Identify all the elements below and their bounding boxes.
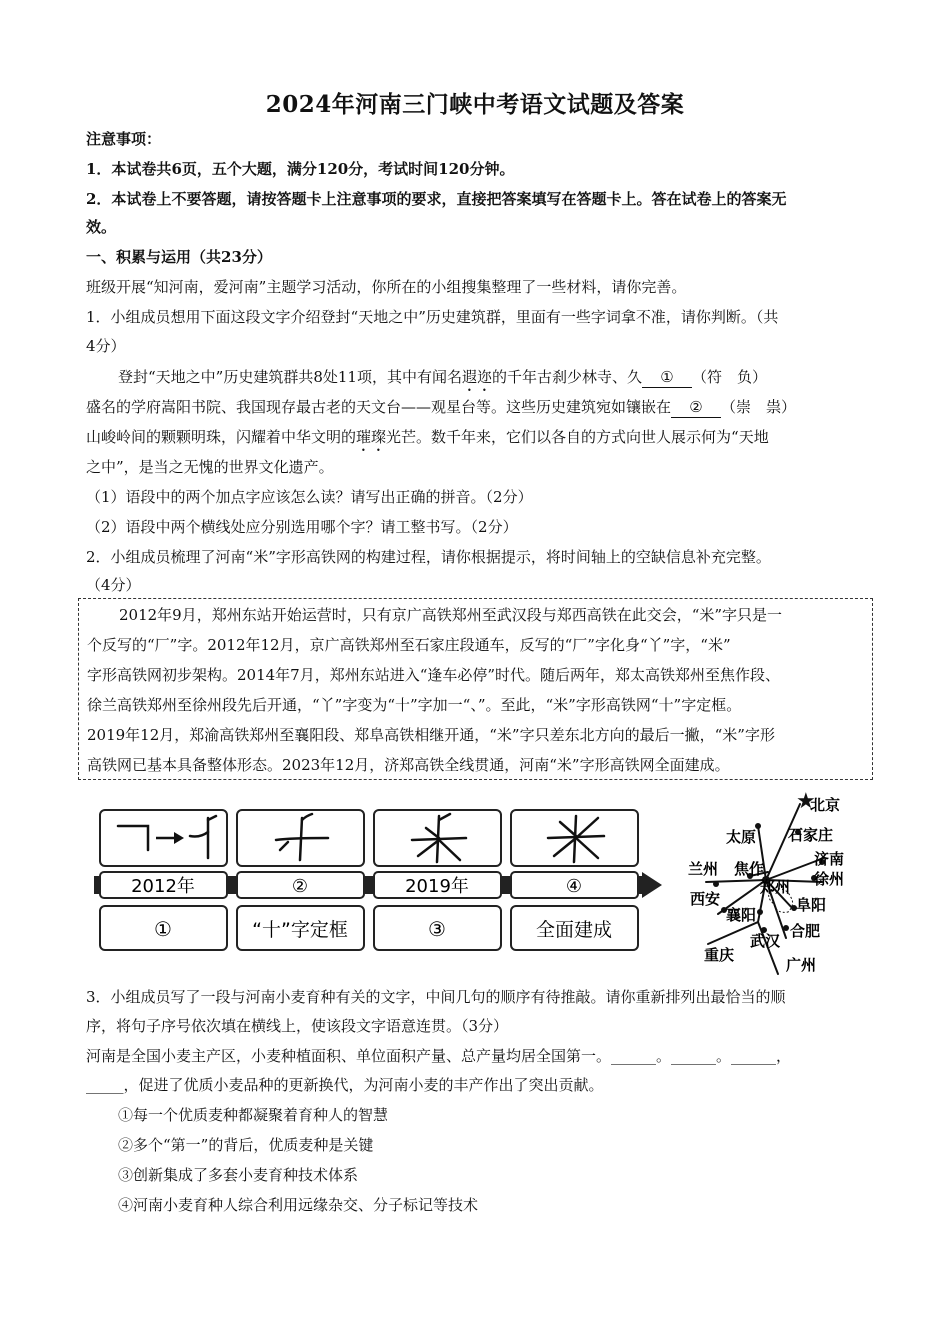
- timeline-bottom-label-3: ③: [428, 917, 446, 941]
- q2-stem-a: 2．小组成员梳理了河南“米”字形高铁网的构建过程，请你根据提示，将时间轴上的空缺信息补充完整。: [86, 548, 771, 566]
- timeline-mid-label-4: ④: [565, 876, 583, 897]
- city-chongqing: 重庆: [704, 946, 735, 964]
- q1-sub-question-2: （2）语段中两个横线处应分别选用哪个字？请工整书写。（2分）: [86, 518, 518, 536]
- timeline-mid-label-3: 2019年: [405, 876, 469, 897]
- city-jiaozuo: 焦作: [734, 860, 765, 878]
- q1-p1-mid: 的千年古刹少林寺、久: [492, 368, 643, 386]
- q3-paragraph-line-2: _____，促进了优质小麦品种的更新换代，为河南小麦的丰产作出了突出贡献。: [86, 1076, 604, 1094]
- notice-item-1: 1．本试卷共6页，五个大题，满分120分，考试时间120分钟。: [86, 160, 515, 178]
- section-1-heading: 一、积累与运用（共23分）: [86, 248, 272, 266]
- q2-box-line-3: 字形高铁网初步架构。2014年7月，郑州东站进入“逢车必停”时代。随后两年，郑太高铁郑州至焦作段、: [87, 666, 781, 684]
- q1-blank-2: ②: [671, 397, 721, 418]
- city-wuhan: 武汉: [750, 932, 781, 950]
- q1-choice-1: （符 负）: [692, 368, 768, 386]
- q1-passage-line-4: 之中”，是当之无愧的世界文化遗产。: [86, 458, 334, 476]
- timeline-bottom-label-1: ①: [154, 917, 172, 941]
- timeline-mid-label-2: ②: [291, 876, 309, 897]
- q3-stem-a: 3．小组成员写了一段与河南小麦育种有关的文字，中间几句的顺序有待推敲。请你重新排列出最恰当的顺: [86, 988, 786, 1006]
- timeline-mid-label-1: 2012年: [131, 876, 195, 897]
- railway-timeline-diagram: [90, 806, 670, 958]
- q2-box-line-5: 2019年12月，郑渝高铁郑州至襄阳段、郑阜高铁相继开通，“米”字只差东北方向的最后一撇，“米”字形: [87, 726, 775, 744]
- q1-p1-pre: 登封“天地之中”历史建筑群共8处11项，其中有闻名: [118, 368, 462, 386]
- city-shijiazhuang: 石家庄: [788, 826, 834, 844]
- q1-passage-line-3: [86, 422, 876, 455]
- timeline-bottom-label-4: 全面建成: [535, 919, 613, 941]
- q1-p3-post: 光芒。数千年来，它们以各自的方式向世人展示何为“天地: [386, 428, 769, 446]
- timeline-bottom-label-2: “十”字定框: [252, 919, 348, 941]
- q2-box-line-2: 个反写的“厂”字。2012年12月，京广高铁郑州至石家庄段通车，反写的“厂”字化身“丫”字，“米”: [87, 636, 731, 654]
- q1-passage-line-2: [86, 392, 876, 422]
- q1-dotted-word-1: 遐迩: [461, 368, 492, 386]
- q1-p2-pre: 盛名的学府嵩阳书院、我国现存最古老的天文台——观星台等。这些历史建筑宛如镶嵌在: [86, 398, 672, 416]
- q1-choice-2: （崇 祟）: [721, 398, 797, 416]
- notice-heading: 注意事项：: [86, 130, 162, 148]
- q1-stem-a: 1．小组成员想用下面这段文字介绍登封“天地之中”历史建筑群，里面有一些字词拿不准，请你判断。（共: [86, 308, 779, 326]
- q3-option-1: ①每一个优质麦种都凝聚着育种人的智慧: [118, 1106, 389, 1124]
- city-beijing: 北京: [810, 796, 841, 814]
- notice-item-2b: 效。: [86, 218, 117, 236]
- q2-box-line-1: 2012年9月，郑州东站开始运营时，只有京广高铁郑州至武汉段与郑西高铁在此交会，“米”字只是一: [119, 606, 783, 624]
- q2-box-line-4: 徐兰高铁郑州至徐州段先后开通，“丫”字变为“十”字加一“、”。至此，“米”字形高铁网“十”字定框。: [87, 696, 742, 714]
- city-jinan: 济南: [814, 850, 845, 868]
- q1-passage-line-1: [86, 362, 876, 395]
- city-lanzhou: 兰州: [688, 860, 719, 878]
- q2-material-box: [78, 598, 873, 780]
- city-fuyang: 阜阳: [796, 896, 827, 914]
- q3-option-2: ②多个“第一”的背后，优质麦种是关键: [118, 1136, 374, 1154]
- q3-paragraph-line-1: 河南是全国小麦主产区，小麦种植面积、单位面积产量、总产量均居全国第一。______。______。______，: [86, 1047, 792, 1065]
- city-guangzhou: 广州: [786, 956, 817, 974]
- q1-sub-question-1: （1）语段中的两个加点字应该怎么读？请写出正确的拼音。（2分）: [86, 488, 533, 506]
- q1-dotted-word-2: 璀璨: [356, 428, 387, 446]
- notice-item-2a: 2．本试卷上不要答题，请按答题卡上注意事项的要求，直接把答案填写在答题卡上。答在试卷上的答案无: [86, 190, 787, 208]
- city-xuzhou: 徐州: [814, 870, 845, 888]
- henan-railway-map: [686, 792, 866, 976]
- q2-box-line-6: 高铁网已基本具备整体形态。2023年12月，济郑高铁全线贯通，河南“米”字形高铁网全面建成。: [87, 756, 730, 774]
- city-hefei: 合肥: [790, 922, 821, 940]
- q3-stem-b: 序，将句子序号依次填在横线上，使该段文字语意连贯。（3分）: [86, 1017, 509, 1035]
- star-icon: ★: [796, 792, 816, 814]
- q1-stem-b: 4分）: [86, 337, 126, 355]
- q3-option-4: ④河南小麦育种人综合利用远缘杂交、分子标记等技术: [118, 1196, 479, 1214]
- page-title: 2024年河南三门峡中考语文试题及答案: [265, 91, 685, 118]
- q1-p3-pre: 山峻岭间的颗颗明珠，闪耀着中华文明的: [86, 428, 357, 446]
- q1-blank-1: ①: [642, 367, 692, 388]
- q3-option-3: ③创新集成了多套小麦育种技术体系: [118, 1166, 359, 1184]
- city-zhengzhou: 郑州: [760, 878, 791, 896]
- city-taiyuan: 太原: [726, 828, 757, 846]
- city-xiangyang: 襄阳: [726, 906, 757, 924]
- city-xian: 西安: [690, 890, 721, 908]
- timeline-arrow-head-icon: [642, 872, 662, 898]
- q2-stem-b: （4分）: [86, 576, 141, 594]
- section-1-intro: 班级开展“知河南，爱河南”主题学习活动，你所在的小组搜集整理了一些材料，请你完善。: [86, 278, 687, 296]
